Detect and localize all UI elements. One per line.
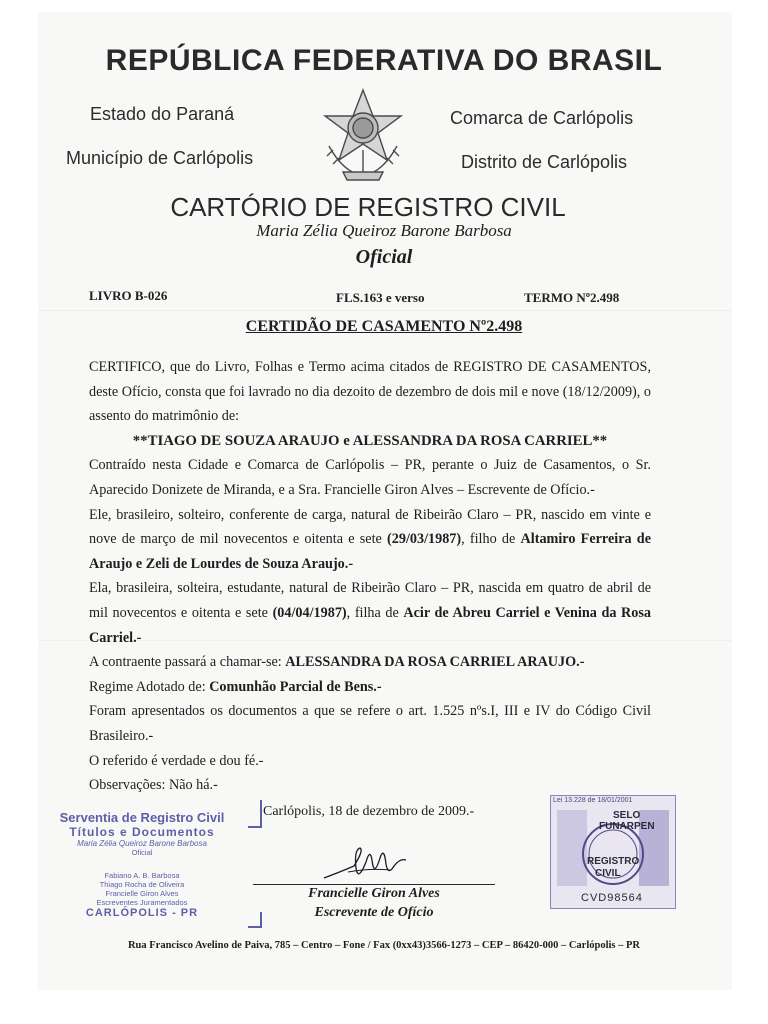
- signature-line: [253, 884, 495, 885]
- stamp-line: Títulos e Documentos: [69, 825, 215, 839]
- intro-paragraph: CERTIFICO, que do Livro, Folhas e Termo acima citados de REGISTRO DE CASAMENTOS, deste Ofício, consta que foi lavrado no dia dezoito de dezembro de dois mil e nove (18/12/2009), o assento do matrimônio de:: [89, 359, 651, 425]
- book-ref: LIVRO B-026: [89, 288, 168, 303]
- groom-intro: Ele, brasileiro, solteiro, conferente de carga, natural de Ribeirão Claro – PR, nascido em vinte e nove de março de mil novecentos e oitenta e sete: [89, 506, 651, 548]
- signatory-role: Escrevente de Ofício: [314, 905, 434, 920]
- seal-label: FUNARPEN: [599, 821, 655, 832]
- stamp-line: CARLÓPOLIS - PR: [85, 907, 199, 919]
- contract-paragraph: Contraído nesta Cidade e Comarca de Carlópolis – PR, perante o Juiz de Casamentos, o Sr. Aparecido Donizete de Miranda, e a Sra. Francielle Giron Alves – Escrevente de Ofício.-: [89, 457, 651, 498]
- seal-label: SELO: [613, 810, 641, 821]
- coat-of-arms-icon: [313, 86, 413, 184]
- comarca-label: Comarca de Carlópolis: [450, 108, 634, 128]
- funarpen-seal: [550, 795, 676, 909]
- stamp-line: Fabiano A. B. Barbosa: [104, 871, 180, 880]
- new-name-label: A contraente passará a chamar-se:: [89, 654, 286, 671]
- footer-address: Rua Francisco Avelino de Paiva, 785 – Centro – Fone / Fax (0xx43)3566-1273 – CEP – 86420-000 – Carlópolis – PR: [127, 940, 641, 951]
- stamp-line: Escreventes Juramentados: [96, 898, 188, 907]
- groom-parents: Altamiro Ferreira de Araujo e Zeli de Lourdes de Souza Araujo.-: [89, 531, 651, 572]
- stamp-line: Francielle Giron Alves: [105, 889, 179, 898]
- observations-line: Observações: Não há.-: [89, 777, 218, 794]
- signatory-name: Francielle Giron Alves: [308, 886, 440, 901]
- bride-parents: Acir de Abreu Carriel e Venina da Rosa Carriel.-: [89, 604, 651, 646]
- seal-label: REGISTRO: [587, 856, 640, 867]
- fold-line: [38, 310, 732, 311]
- new-name-value: ALESSANDRA DA ROSA CARRIEL ARAUJO.-: [285, 654, 585, 671]
- stamp-bracket: [248, 800, 262, 828]
- certificate-body: [89, 355, 651, 798]
- groom-son-of: , filho de: [461, 531, 521, 548]
- regime-line: [89, 675, 651, 700]
- attest-line: O referido é verdade e dou fé.-: [89, 752, 264, 769]
- spouse-names: **TIAGO DE SOUZA ARAUJO e ALESSANDRA DA ROSA CARRIEL**: [132, 432, 608, 449]
- stamp-line: Serventia de Registro Civil: [59, 810, 225, 825]
- regime-label: Regime Adotado de:: [89, 678, 210, 695]
- district-label: Distrito de Carlópolis: [461, 152, 628, 172]
- stamp-line: Oficial: [131, 848, 153, 857]
- documents-paragraph: Foram apresentados os documentos a que se refere o art. 1.525 nºs.I, III e IV do Código Civil Brasileiro.-: [89, 703, 651, 744]
- certificate-title: CERTIDÃO DE CASAMENTO Nº2.498: [245, 318, 523, 335]
- officer-title: Oficial: [355, 246, 413, 268]
- place-date: Carlópolis, 18 de dezembro de 2009.-: [263, 804, 475, 819]
- country-title: REPÚBLICA FEDERATIVA DO BRASIL: [105, 44, 663, 77]
- office-stamp: [36, 810, 248, 919]
- handwritten-signature: [320, 842, 410, 886]
- groom-paragraph: [89, 503, 651, 577]
- stamp-line: Maria Zélia Queiroz Barone Barbosa: [77, 839, 207, 848]
- bride-intro: Ela, brasileira, solteira, estudante, natural de Ribeirão Claro – PR, nascida em quatro de abril de mil novecentos e oitenta e sete: [89, 580, 651, 621]
- page-ref: FLS.163 e verso: [336, 290, 425, 305]
- groom-birth-date: (29/03/1987): [387, 531, 462, 548]
- new-name-line: [89, 650, 651, 675]
- seal-label: CIVIL: [595, 868, 621, 879]
- registry-title: CARTÓRIO DE REGISTRO CIVIL: [170, 192, 566, 222]
- state-label: Estado do Paraná: [90, 104, 235, 124]
- seal-code: CVD98564: [581, 892, 643, 904]
- seal-law: Lei 13.228 de 18/01/2001: [553, 797, 633, 804]
- officer-name: Maria Zélia Queiroz Barone Barbosa: [256, 221, 512, 240]
- regime-value: Comunhão Parcial de Bens.-: [209, 678, 382, 695]
- bride-daughter-of: , filha de: [346, 604, 404, 621]
- municipality-label: Município de Carlópolis: [66, 148, 254, 168]
- bride-birth-date: (04/04/1987): [272, 604, 347, 621]
- bride-paragraph: [89, 576, 651, 650]
- term-ref: TERMO Nº2.498: [524, 290, 620, 305]
- stamp-line: Thiago Rocha de Oliveira: [99, 880, 185, 889]
